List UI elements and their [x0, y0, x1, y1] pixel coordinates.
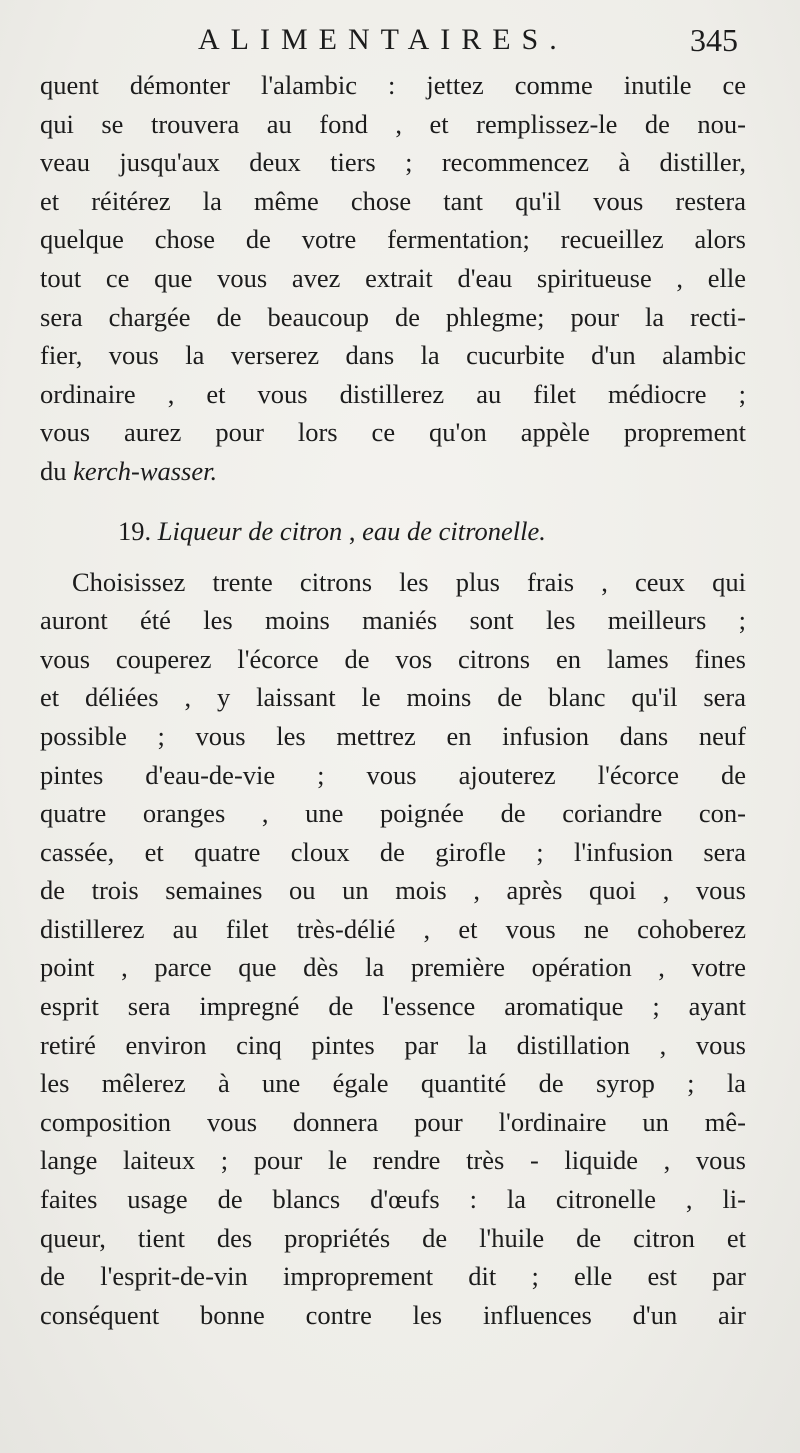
text-line: quelque chose de votre fermentation; recueillez alors — [40, 224, 746, 255]
text-line: point , parce que dès la première opération , votre — [40, 952, 746, 983]
text-line: pintes d'eau-de-vie ; vous ajouterez l'écorce de — [40, 759, 746, 790]
text-line: quent démonter l'alambic : jettez comme inutile ce — [40, 70, 746, 100]
text-line: esprit sera impregné de l'essence aromatique ; ayant — [40, 991, 746, 1022]
text-line: lange laiteux ; pour le rendre très - liquide , vous — [40, 1145, 746, 1176]
text-line: vous aurez pour lors ce qu'on appèle proprement — [40, 417, 746, 448]
text-line: de trois semaines ou un mois , après quoi , vous — [40, 875, 746, 906]
text-line: vous couperez l'écorce de vos citrons en lames fines — [40, 643, 746, 674]
text-line: retiré environ cinq pintes par la distillation , vous — [40, 1029, 746, 1060]
section-title-part2: eau de citronelle. — [362, 515, 546, 546]
text-line: tout ce que vous avez extrait d'eau spiritueuse , elle — [40, 262, 746, 293]
text-line: qui se trouvera au fond , et remplissez-le de nou- — [40, 108, 746, 139]
text-line: cassée, et quatre cloux de girofle ; l'infusion sera — [40, 836, 746, 867]
running-head: ALIMENTAIRES. — [198, 23, 568, 56]
page-header — [0, 22, 800, 62]
body-text — [40, 66, 746, 1334]
text-line: et réitérez la même chose tant qu'il vous restera — [40, 185, 746, 216]
text-line: queur, tient des propriétés de l'huile de citron et — [40, 1222, 746, 1253]
text-line: veau jusqu'aux deux tiers ; recommencez à distiller, — [40, 147, 746, 178]
text-line: conséquent bonne contre les influences d'un air — [40, 1299, 746, 1330]
paragraph-continued — [40, 66, 746, 491]
page-number: 345 — [690, 22, 738, 58]
italic-term: kerch-wasser. — [73, 455, 218, 486]
text-line: et déliées , y laissant le moins de blanc qu'il sera — [40, 682, 746, 713]
text-line: possible ; vous les mettrez en infusion dans neuf — [40, 720, 746, 751]
text-line: fier, vous la verserez dans la cucurbite d'un alambic — [40, 340, 746, 371]
text-line: auront été les moins maniés sont les meilleurs ; — [40, 605, 746, 636]
text-line-first: Choisissez trente citrons les plus frais , ceux qui — [72, 566, 746, 597]
text-line: sera chargée de beaucoup de phlegme; pour la recti- — [40, 301, 746, 332]
text-line-last — [40, 452, 746, 491]
text-line: les mêlerez à une égale quantité de syrop ; la — [40, 1068, 746, 1099]
section-heading — [40, 509, 746, 553]
line-prefix: du — [40, 455, 74, 486]
text-line: faites usage de blancs d'œufs : la citronelle , li- — [40, 1184, 746, 1215]
text-line: ordinaire , et vous distillerez au filet médiocre ; — [40, 378, 746, 409]
paragraph-recipe — [40, 563, 746, 1335]
section-number: 19. — [118, 515, 152, 546]
section-title-part1: Liqueur de citron — [157, 515, 343, 546]
section-title-separator: , — [342, 515, 363, 546]
text-line: distillerez au filet très-délié , et vous ne cohoberez — [40, 913, 746, 944]
text-line: de l'esprit-de-vin improprement dit ; elle est par — [40, 1261, 746, 1292]
text-line: composition vous donnera pour l'ordinaire un mê- — [40, 1106, 746, 1137]
text-line: quatre oranges , une poignée de coriandre con- — [40, 798, 746, 829]
